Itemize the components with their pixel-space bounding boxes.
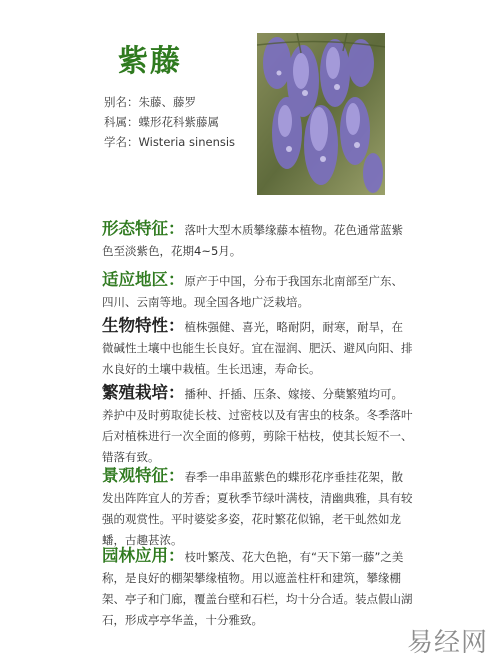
section-body: 原产于中国，分布于我国东北南部至广东、四川、云南等地。现全国各地广泛栽培。: [102, 274, 403, 309]
scientific-name-line: 学名：Wisteria sinensis: [104, 135, 236, 149]
section-landscape: [102, 466, 414, 550]
section-heading: 园林应用：: [102, 546, 185, 565]
section-body: 枝叶繁茂、花大色艳，有“天下第一藤”之美称，是良好的棚架攀缘植物。用以遮盖柱杆和建筑，攀缘棚架、亭子和门廊，覆盖台壁和石栏，均十分合适。装点假山湖石，形成亭亭华盖，十分雅致。: [102, 550, 413, 627]
section-body: 植株强健、喜光，略耐阴，耐寒，耐旱，在微碱性土壤中也能生长良好。宜在湿润、肥沃、避风向阳、排水良好的土壤中栽植。生长迅速，寿命长。: [102, 320, 413, 376]
section-body: 落叶大型木质攀缘藤本植物。花色通常蓝紫色至淡紫色，花期4~5月。: [102, 223, 403, 258]
section-heading: 景观特征：: [102, 466, 185, 485]
site-watermark: 易经网: [406, 628, 488, 658]
family-line: 科属：蝶形花科紫藤属: [104, 115, 219, 129]
section-biology: [102, 316, 414, 379]
section-morphology: [102, 219, 414, 261]
section-region: [102, 270, 414, 312]
page-title: 紫藤: [118, 44, 182, 79]
alias-line: 别名：朱藤、藤罗: [104, 95, 196, 109]
section-body: 播种、扦插、压条、嫁接、分蘖繁殖均可。养护中及时剪取徒长枝、过密枝以及有害虫的枝条。冬季落叶后对植株进行一次全面的修剪，剪除干枯枝，使其长短不一、错落有致。: [102, 387, 413, 464]
section-heading: 繁殖栽培：: [102, 383, 185, 402]
section-cultivation: [102, 383, 414, 467]
wisteria-photo: [257, 33, 385, 195]
section-heading: 生物特性：: [102, 316, 185, 335]
section-garden-use: [102, 546, 414, 630]
section-heading: 适应地区：: [102, 270, 185, 289]
section-heading: 形态特征：: [102, 219, 185, 238]
section-body: 春季一串串蓝紫色的蝶形花序垂挂花架，散发出阵阵宜人的芳香；夏秋季节绿叶满枝，清幽典雅，具有较强的观赏性。平时婆娑多姿，花时繁花似锦，老干虬然如龙蟠，古趣甚浓。: [102, 470, 413, 547]
